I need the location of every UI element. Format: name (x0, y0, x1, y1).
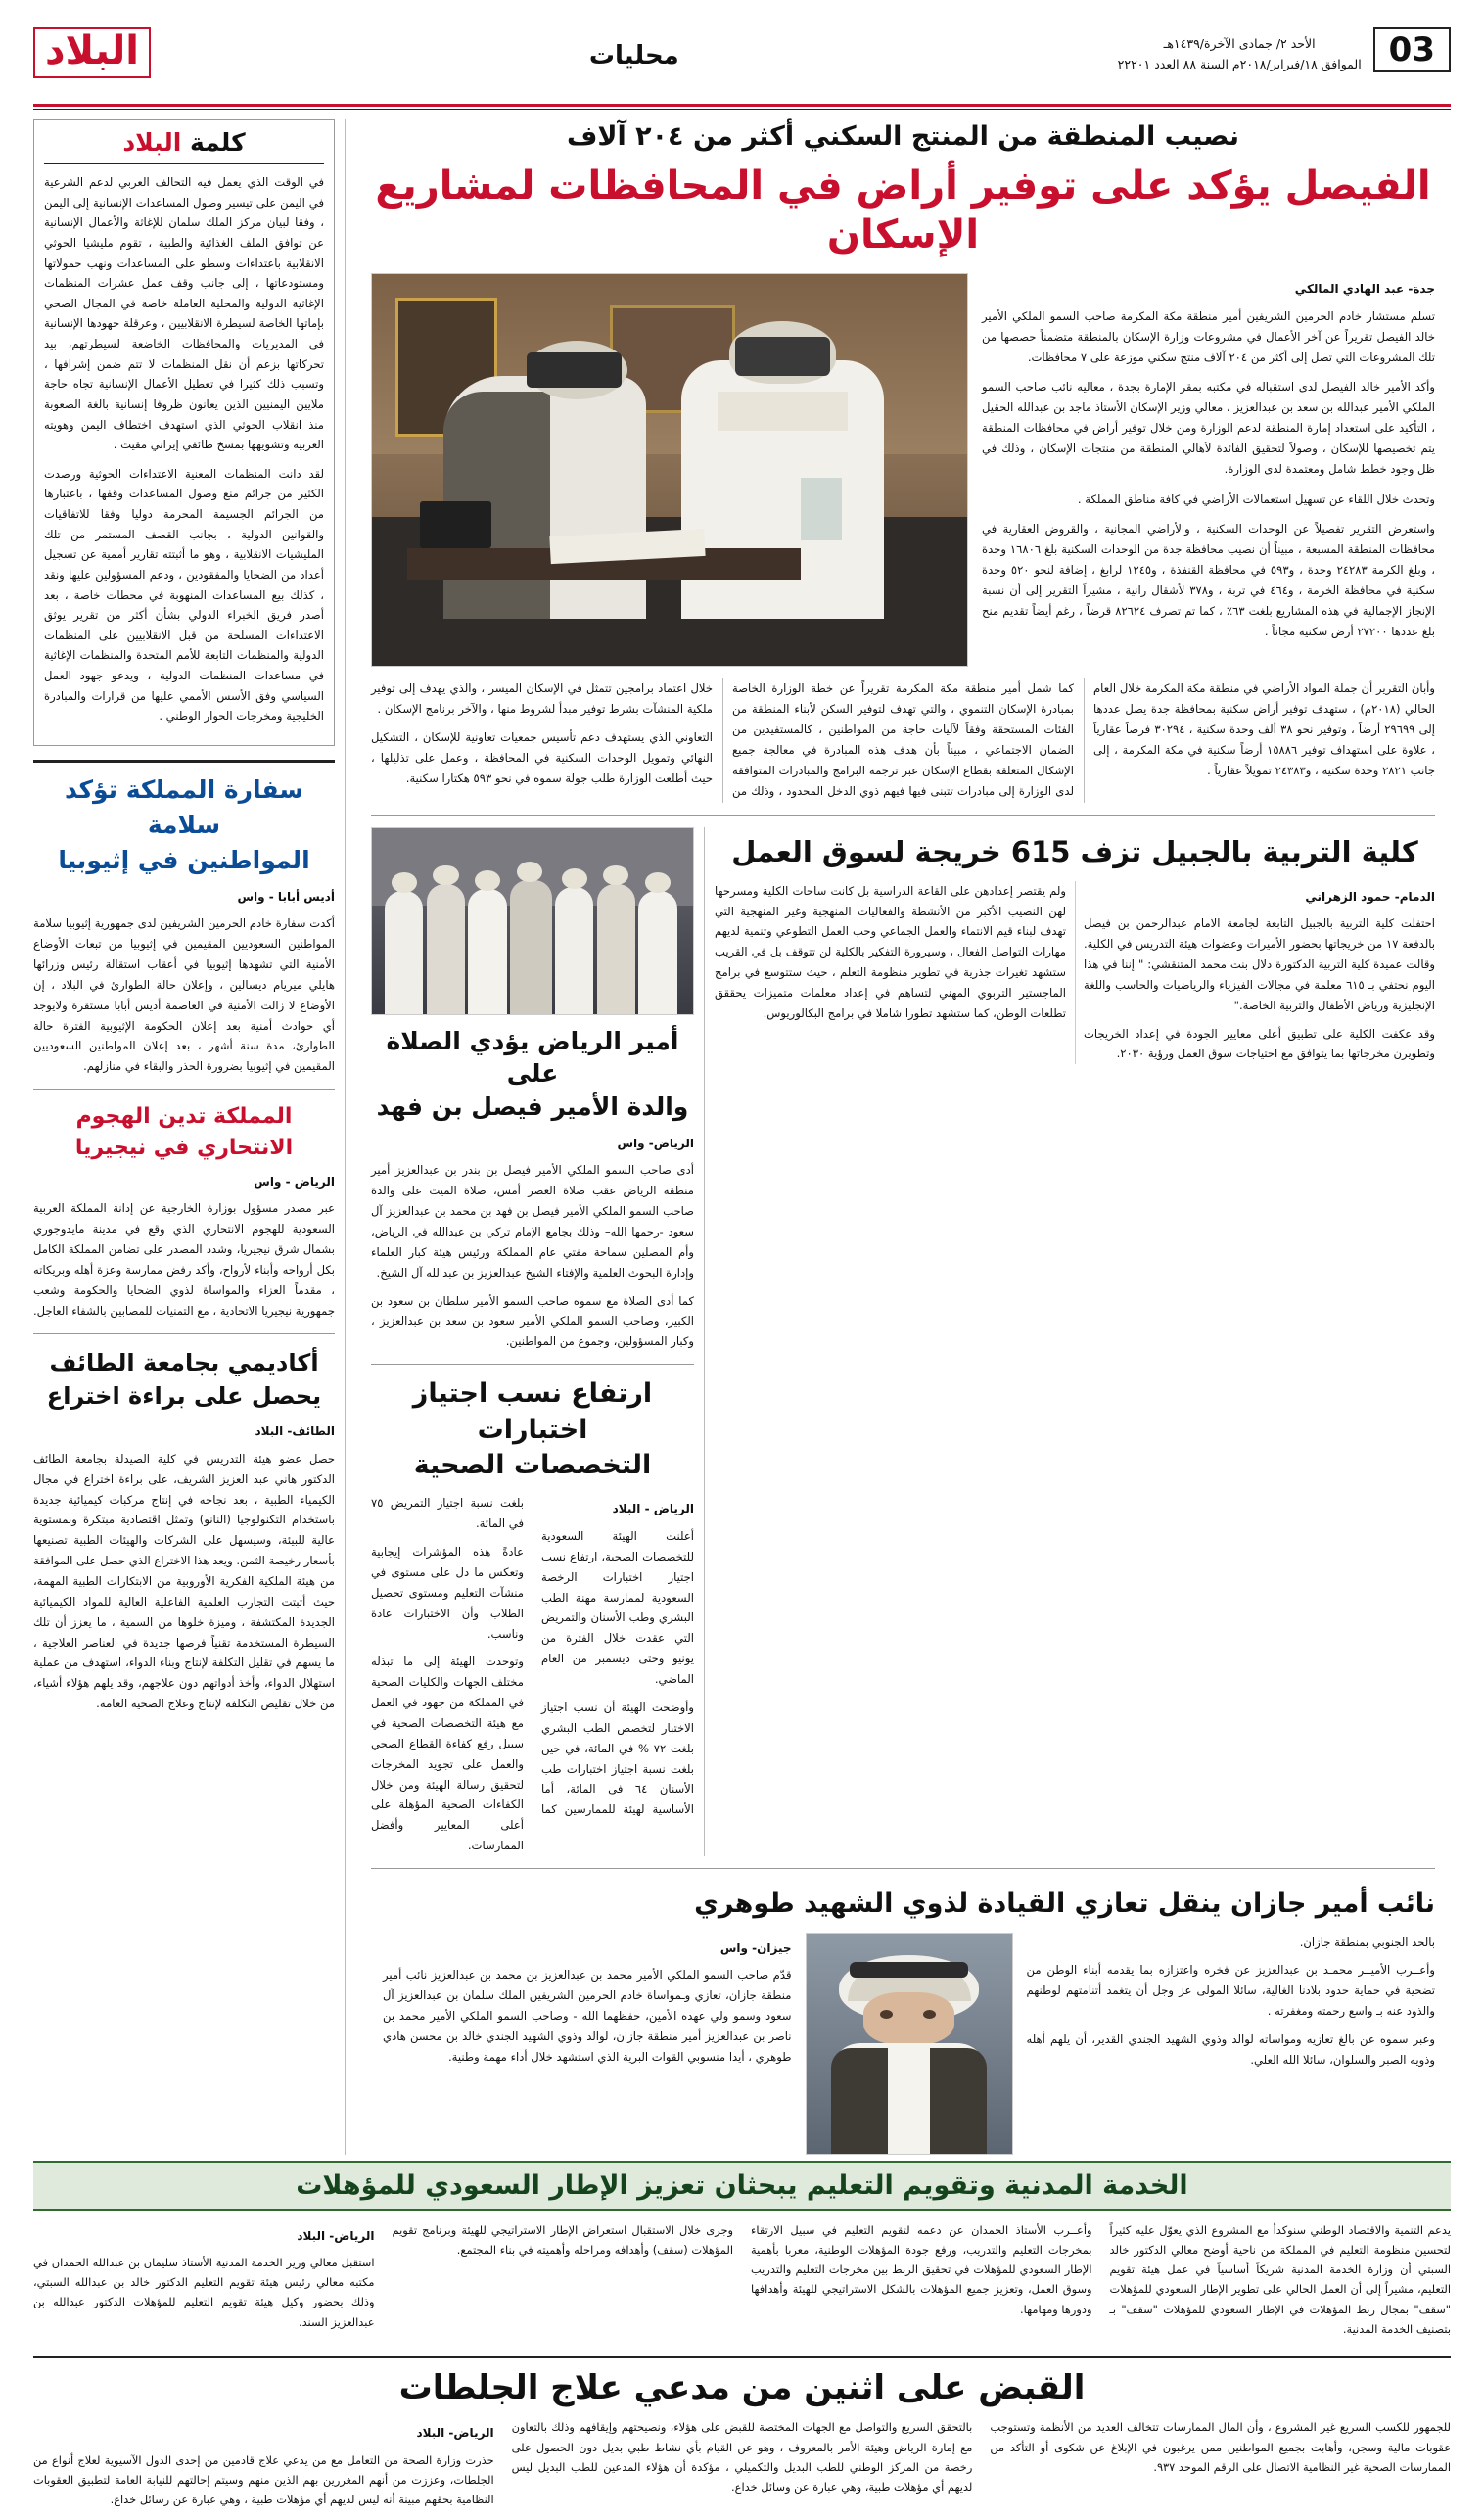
riyadh-prayer-p2: كما أدى الصلاة مع سموه صاحب السمو الأمير سلطان بن سعود بن الكبير، وصاحب السمو الملكي الأمير سعود بن سعد بن عبدالعزيز ، وكبار المسؤولين، وجموع من المواطنين. (371, 1293, 694, 1349)
education-dateline: الرياض- البلاد (297, 2228, 375, 2243)
arrest-col2 (512, 2417, 973, 2517)
lead-p6: كما شمل أمير منطقة مكة المكرمة تقريراً عن خطة الوزارة الخاصة بمبادرة الإسكان التنموي ، والتي تهدف لتوفير السكن لأبناء المنطقة من الفئات المستحقة وفقاً لآليات حاجة من المواطنين ، كالمستفيدين من الضمان الاجتماعي ، مبيناً بأن هدف هذه المبادرة في معالجة جميع الإشكال المتعلقة بقطاع الإسكان عبر ترجمة البرامج والمبادرات المتوافقة لدى الوزارة إلى مبادرات تتبنى فيها فيهم ذوي الدخل المحدود ، وذلك من خلال اعتماد برامجين تتمثل في الإسكان الميسر ، والذي يهدف إلى توفير ملكية المنشآت بشرط توفير مبدأ لشروط منها ، والآخر برنامج الإسكان . (371, 681, 1074, 799)
lead-continuation (371, 678, 1435, 803)
education-col4 (1110, 2220, 1452, 2348)
jazan-p3: وأعــرب الأميــر محمـد بن عبدالعزيز عن فخره واعتزازه بما يقدمه أبناء الوطن من تضحية في حماية حدود بلادنا الغالية، سائلا المولى عز وجل أن يتغمد أتنامتهم لوطنهم والذود عنه بـ واسع رحمته ومغفرته . (1026, 1963, 1435, 2019)
jazan-left (371, 1881, 1435, 2154)
divider-vertical-main (345, 119, 346, 2155)
education-col3 (751, 2220, 1092, 2348)
issue-date (1118, 27, 1362, 75)
health-exams-headline-line1: ارتفاع نسب اجتياز اختبارات (412, 1378, 653, 1445)
patent-headline-line2: يحصل على براءة اختراع (46, 1382, 322, 1411)
story-jazan (371, 1881, 1435, 2154)
nigeria-dateline: الرياض - واس (254, 1174, 335, 1189)
group-photo (371, 827, 694, 1015)
health-exams-p1: أعلنت الهيئة السعودية للتخصصات الصحية، ارتفاع نسب اجتياز اختبارات الرخصة السعودية لممارسة مهنة الطب البشري وطب الأسنان والتمريض التي عقدت خلال الفترة من يونيو وحتى ديسمبر من العام الماضي. (541, 1529, 694, 1687)
arrest-story (33, 2417, 1451, 2517)
ethiopia-dateline: أديس أبابا - واس (237, 889, 335, 904)
health-exams-p4: وتوحدت الهيئة إلى ما تبذله مختلف الجهات والكليات الصحية في المملكة من جهود في العمل مع هيئة التخصصات الصحية في سبيل رفع كفاءة القطاع الصحي والعمل على تجويد المخرجات لتحقيق رسالة الهيئة ومن خلال الكفاءات الصحية المؤهلة على أعلى المعايير وأفضل الممارسات. (371, 1655, 524, 1853)
riyadh-prayer-headline-line1: أمير الرياض يؤدي الصلاة على (386, 1026, 679, 1089)
nigeria-p1: عبر مصدر مسؤول بوزارة الخارجية عن إدانة المملكة العربية السعودية للهجوم الانتحاري الذي وقع في مدينة مايدوجوري بشمال شرق نيجيريا، وشدد المصدر على تضامن المملكة الكامل بكل أرواحه وأبناء لأرواح، وأكد رفض ممارسة وعزة أهله وبريكاته ، مقدماً العزاء والمواساة لذوي الضحايا والحكومة وشعب جمهورية نيجيريا الاتحادية ، مع التمنيات للمصابين بالشفاء العاجل. (33, 1201, 335, 1318)
arrest-col3 (990, 2417, 1451, 2517)
patent-headline-line1: أكاديمي بجامعة الطائف (49, 1348, 319, 1376)
patent-body (33, 1422, 335, 1714)
divider-right-1 (33, 760, 335, 763)
lead-p7: التعاوني الذي يستهدف دعم تأسيس جمعيات تعاونية للإسكان ، التشكيل النهائي وتمويل الوحدات السكنية في المحافظة ، وعمل على تذليلها ، حيث أطلعت الوزارة طلب جولة سموه في نحو ٥٩٣ هكتارا سكنية. (371, 730, 713, 786)
lead-p5: وأبان التقرير أن جملة المواد الأراضي في منطقة مكة المكرمة خلال العام الحالي (٢٠١٨م) ، ستهدف توفير أراض سكنية بمحافظة جدة يصل عددها إلى ٢٩٦٩٩ أرضاً ، وتوفير نحو ٣٨ ألف وحدة سكنية ، ٣٠٢٩٤ فرصاً عقارياً ، علاوة على استهداف توفير ١٥٨٨٦ أرضاً سكنية في مكة المكرمة ، إلى جانب ٢٨٢١ وحدة سكنية ، و٢٤٣٨٣ تمويلاً عقارياً . (1093, 681, 1436, 778)
patent-p1: حصل عضو هيئة التدريس في كلية الصيدلة بجامعة الطائف الدكتور هاني عبد العزيز الشريف، على براءة اختراع في مجال الكيمياء الطبية ، بعد نجاحه في إنتاج مركبات كيميائية جديدة باستخدام التكنولوجيا (النانو) وتمثل اقتصادية مبتكرة وبمستوية عالية للبيئة، وسيسهل على الشركات والهيئات الطبية تصنيعها بأسعار رخيصة الثمن. ويعد هذا الاختراع الذي حصل على الموافقة من هيئة الملكية الفكرية الأوروبية من الابتكارات الطبية المهمة، حيث أثبتت التجارب العلمية الفاعلية العالية للمواد الكيميائية الجديدة المكتشفة ، وميزة خلوها من السمية ، ما يعزز أن تلك السيطرة المستخدمة تقنياً فرصها جديدة في العناصر العلاجية ، ما يسهم في تقليل التكلفة لإنتاج وبناء الدواء، استهدف من عملية استهلال الدواء، وأخذ أدواتهم دون علاجهم، وقد يلهم هؤلاء أشياء، من خلال تقليص التكلفة لإنتاج وعلاج الصحية العامة. (33, 1451, 335, 1711)
divider-2 (371, 1364, 694, 1365)
jazan-p1: قدّم صاحب السمو الملكي الأمير محمد بن عبدالعزيز بن محمد بن عبدالعزيز نائب أمير منطقة جازان، تعازي وـمواساة خادم الحرمين الشريفين الملك سلمان بن عبدالعزيز آل سعود وسمو ولي عهده الأمين، حفظهما الله - وصاحب السمو الملكي الأمير محمد بن ناصر بن عبدالعزيز أمير منطقة جازان، لوالد وذوي الشهيد الجندي خالد بن محسن هادي طوهري ، أيدا منسوبي القوات البرية الذي استشهد خلال أداء مهمة وطنية. (383, 1968, 792, 2064)
ethiopia-body (33, 887, 335, 1077)
lead-story-text (982, 273, 1435, 651)
jazan-headline: نائب أمير جازان ينقل تعازي القيادة لذوي الشهيد طوهري (694, 1888, 1435, 1920)
education-col1 (33, 2220, 375, 2348)
mid-row (371, 827, 1435, 1857)
divider-right-3 (33, 1333, 335, 1334)
arrest-p3: للجمهور للكسب السريع غير المشروع ، وأن المال الممارسات تتخالف العديد من الأنظمة وتستوجب عقوبات مالية وسجن، وأهابت بجميع المواطنين ممن يرغبون في الإبلاغ عن شكوى أو التأكد من الممارسات الصحية غير النظامية الاتصال على الرقم الموحد ٩٣٧. (990, 2420, 1451, 2474)
jubail-body (715, 881, 1435, 1065)
riyadh-prayer-headline (371, 1025, 694, 1124)
health-exams-headline-line2: التخصصات الصحية (413, 1450, 652, 1481)
issue-date-greg: الموافق ١٨/فبراير/٢٠١٨م السنة ٨٨ العدد ٢٢٢٠١ (1117, 57, 1362, 72)
kalima-heading-brand: البلاد (122, 128, 182, 157)
jazan-p2: بالحد الجنوبي بمنطقة جازان. (1299, 1935, 1435, 1949)
health-exams-headline (371, 1376, 694, 1483)
masthead (33, 27, 1451, 100)
divider-right-2 (33, 1089, 335, 1090)
story-jubail (715, 827, 1435, 1857)
education-p4: يدعم التنمية والاقتصاد الوطني سنوكدأ مع المشروع الذي يعوّل عليه كثيراً لتحسين منظومة التعليم في المملكة من ناحية أوضح معالي الدكتور خالد السبتي أن وزارة الخدمة المدنية شريكاً أساسياً في عمل هيئة تقويم التعليم، مشيراً إلى أن العمل الحالي على تطوير الإطار السعودي للمؤهلات "سقف" بمجال ربط المؤهلات في الإطار السعودي للمؤهلات "سقف" بـ بتصنيف الخدمة المدنية. (1109, 2222, 1451, 2336)
masthead-issue (1118, 27, 1451, 75)
story-nigeria (33, 1101, 335, 1322)
lead-headline: الفيصل يؤكد على توفير أراض في المحافظات لمشاريع الإسكان (375, 163, 1431, 257)
lead-p1: تسلم مستشار خادم الحرمين الشريفين أمير منطقة مكة المكرمة صاحب السمو الملكي الأمير خالد الفيصل تقريراً عن آخر الأعمال في مشروعات وزارة الإسكان بالمنطقة متضمناً حصصها من تلك المشروعات التي تصل إلى أكثر من ٢٠٤ آلاف منتج سكني موزعة على ٧ محافظات. (982, 308, 1435, 365)
health-exams-dateline: الرياض - البلاد (612, 1502, 694, 1516)
jazan-dateline: جيزان- واس (719, 1940, 792, 1955)
lead-p2: وأكد الأمير خالد الفيصل لدى استقباله في مكتبه بمقر الإمارة بجدة ، معاليه نائب صاحب السمو الملكي الأمير عبدالله بن سعد بن عبدالعزيز ، معالي وزير الإسكان الأستاذ ماجد بن عبدالله الحقيل ، التأكيد على استعداد إمارة المنطقة لدعم الوزارة ومن خلال توفير أراض في محافظات المنطقة يتم تخصيصها للإسكان ، وصولاً لتحقيق الفائدة لأهالي المنطقة من منتجات الإسكان ، وذلك في ظل وجود خطط شامل ومعتمدة لدى الوزارة. (982, 380, 1435, 477)
education-story (33, 2220, 1451, 2348)
page-columns (33, 119, 1451, 2155)
riyadh-prayer-dateline: الرياض- واس (617, 1136, 694, 1150)
issue-date-hijri: الأحد ٢/ جمادى الآخرة/١٤٣٩هـ (1163, 36, 1316, 51)
lead-p3: وتحدث خلال اللقاء عن تسهيل استعمالات الأراضي في كافة مناطق المملكة . (1077, 491, 1435, 506)
kalima-body (44, 172, 324, 726)
page-number: 03 (1373, 27, 1451, 72)
jazan-p4: وعبر سموه عن بالغ تعازيه ومواساته لوالد وذوي الشهيد الجندي القدير، أن يلهم أهله وذويه الصبر والسلوان، سائلا الله العلي. (1026, 2031, 1435, 2067)
riyadh-prayer-p1: أدى صاحب السمو الملكي الأمير فيصل بن بندر بن عبدالعزيز أمير منطقة الرياض عقب صلاة العصر أمس، صلاة الميت على والدة صاحب السمو الملكي الأمير فيصل بن فهد بن محمد بن عبدالعزيز آل سعود -رحمها الله– وذلك بجامع الإمام تركي بن عبدالله في الرياض، وأم المصلين سماحة مفتي عام المملكة ورئيس هيئة كبار العلماء وإدارة البحوث العلمية والإفتاء الشيخ عبدالعزيز بن عبدالله آل الشيخ. (371, 1163, 694, 1280)
jazan-portrait (806, 1933, 1013, 2155)
divider-1 (371, 815, 1435, 816)
arrest-headline: القبض على اثنين من مدعي علاج الجلطات (398, 2368, 1086, 2408)
education-p2: وجرى خلال الاستقبال استعراض الإطار الاستراتيجي للهيئة وبرنامج تقويم المؤهلات (سقف) وأهدافه ومراحله وأهميته في بناء المجتمع. (392, 2222, 733, 2257)
divider-3 (371, 1868, 1435, 1869)
story-patent (33, 1346, 335, 1714)
lead-kicker: نصيب المنطقة من المنتج السكني أكثر من ٢٠٤ آلاف (566, 121, 1240, 152)
masthead-rule-red (33, 104, 1451, 107)
riyadh-prayer-headline-line2: والدة الأمير فيصل بن فهد (376, 1093, 689, 1122)
ethiopia-p1: أكدت سفارة خادم الحرمين الشريفين لدى جمهورية إثيوبيا سلامة المواطنين السعوديين المقيمين في إثيوبيا من تبعات الأوضاع الأمنية التي تشهدها إثيوبيا في أعقاب استقالة رئيس وزرائها هايلي ميريام ديسالين ، وإعلان حالة الطوارئ في البلاد ، إن الأوضاع لا زالت الأمنية في العاصمة أديس أبابا مستقرة ولايوجد أي حوادث أمنية بعد إعلان الحكومة الإثيوبية الفترة حالة الطوارئ، مدة سنة أشهر ، بعد إعلان المواطنين السعوديين المقيمين في إثيوبيا بضرورة الحذر والبقاء في منازلهم. (33, 916, 335, 1074)
ethiopia-headline (33, 772, 335, 879)
divider-vertical-1 (704, 827, 705, 1857)
kalima-p2: لقد دانت المنظمات المعنية الاعتداءات الحوثية ورصدت الكثير من جرائم منع وصول المساعدات وقفها ، باعتبارها من الجرائم الجسيمة المحرمة دوليا وفقا للاتفاقيات والقوانين الدولية ، بجانب القصف المستمر من تلك المليشيات الانقلابية ، وهو ما أثبتته تقارير أممية عن تسجيل أعداد من الضحايا والمفقودين ، ودعم المسؤولين عليها ونقد ، كذلك بيع المساعدات المنهوبة في محطات خاصة ، بعد أصدر فريق الخبراء الدولي بشأن أكثر من تقرير يوثق الاعتداءات المسلحة من قبل الانقلابيين على المنظمات الدولية والمنظمات التابعة للأمم المتحدة والمنظمات الإغاثية في مساعدات المنظمات الدولية ، ويدعو جهود العمل السياسي وفق الأسس الأممي عليها من قرارات والمبادرة الخليجية ومخرجات الحوار الوطني . (44, 466, 324, 723)
ethiopia-headline-line1: سفارة المملكة تؤكد سلامة (65, 774, 303, 840)
story-riyadh-prayer (371, 827, 694, 1857)
right-column (33, 119, 335, 2155)
jubail-headline: كلية التربية بالجبيل تزف 615 خريجة لسوق العمل (731, 834, 1418, 868)
patent-dateline: الطائف- البلاد (255, 1424, 335, 1439)
kalima-box (33, 119, 335, 746)
nigeria-headline: المملكة تدين الهجوم الانتحاري في نيجيريا (74, 1104, 294, 1160)
jubail-p1: احتفلت كلية التربية بالجبيل التابعة لجامعة الامام عبدالرحمن بن فيصل بالدفعة ١٧ من خريجاتها بحضور الأميرات وعضوات هيئة التدريس في الكلية. وقالت عميدة كلية التربية الدكتورة دلال بنت محمد المتنقشي: " إننا في هذا اليوم نحتفي بـ ٦١٥ معلمة في مجالات الفيزياء والرياضيات والحاسب واللغة الإنجليزية ورياض الأطفال والتربية الخاصة." (1084, 916, 1435, 1012)
nigeria-body (33, 1172, 335, 1322)
arrest-p1: حذرت وزارة الصحة من التعامل مع من يدعي علاج قادمين من إحدى الدول الآسيوية لعلاج أنواع من الجلطات، وعززت من أنهم المغررين بهم الذين منهم وسيتم إحالتهم للنيابة العامة لتطبيق العقوبات النظامية بحقهم مبينة أنه ليس لديهم أي مؤهلات طبية ، وهي عبارة عن رسائل خداع. (32, 2452, 494, 2507)
kalima-p1: في الوقت الذي يعمل فيه التحالف العربي لدعم الشرعية في اليمن على تيسير وصول المساعدات الإنسانية إلى اليمن ، وفقا لبيان مركز الملك سلمان للإغاثة والأعمال الإنسانية عن توافق الملف الغذائية والطبية ، تقوم مليشيا الحوثي الانقلابية باعتداءات وسطو على المساعدات ونهب حمولاتها ومستودعاتها ، إلى جانب وقف عمل عشرات المنظمات الإغاثية الدولية والمحلية العاملة خاصة في المجال الصحي بإماتها الخاصة لسيطرة الانقلابيين ، وعرقلة جهودها الإنسانية في المديريات والمحافظات الخاضعة لسيطرتهم، بيد تحركاتها بزعم أن نقل المنظمات لا تتم ضمن إشرافها ، وتسبب ذلك كثيرا في تعطيل الأعمال الإنسانية تجاه حاجة ملايين اليمنيين الذين يعانون ظروفا إنسانية بالغة الصعوبة منذ انقلاب الحوثي الذي استهدف اختطاف اليمن وهويته العربية وتشويهها بمسخ طائفي إيراني مقيت . (44, 175, 324, 452)
masthead-logo (33, 27, 151, 78)
education-p3: وأعــرب الأستاذ الحمدان عن دعمه لتقويم التعليم في سبيل الارتقاء بمخرجات التعليم والتدريب، ورفع جودة المؤهلات الوطنية، معربا بأهمية الإطار السعودي للمؤهلات في تحقيق الربط بين مخرجات التعليم والتدريب وسوق العمل، وتعزيز جميع المؤهلات بالشكل الاستراتيجي للهيئة وأهدافها ودورها ومهامها. (751, 2222, 1092, 2316)
arrest-p2: بالتحقق السريع والتواصل مع الجهات المختصة للقبض على هؤلاء، ونصيحتهم وإيقافهم وذلك بالتعاون مع إمارة الرياض وهيئة الأمر بالمعروف ، وهو عن القيام بأي نشاط طبي بديل دون الحصول على رخصة من المركز الوطني للطب البديل والتكميلي ، مؤكدة أن هؤلاء المدعين للطب البديل ليس لديهم أي مؤهلات طبية، وهي عبارة عن وسائل خداع. (511, 2420, 973, 2495)
jazan-content (383, 1933, 1435, 2155)
divider-bottom-1 (33, 2356, 1451, 2358)
health-exams-p2: وأوضحت الهيئة أن نسب اجتياز الاختبار لتخصص الطب البشري بلغت ٧٢ % في المائة، في حين بلغت نسبة اجتياز اختبارات طب الأسنان ٦٤ في المائة، أما الأساسية لهيئة للممارسين كما بلغت نسبة اجتياز التمريض ٧٥ في المائة. (371, 1496, 694, 1817)
kalima-heading-main: كلمة (190, 128, 246, 157)
ethiopia-headline-line2: المواطنين في إثيوبيا (58, 846, 310, 875)
masthead-rule-black (33, 109, 1451, 110)
arrest-col1 (33, 2417, 494, 2517)
health-exams-body (371, 1493, 694, 1856)
main-column (355, 119, 1451, 2155)
jubail-p2: وقد عكفت الكلية على تطبيق أعلى معايير الجودة في إعداد الخريجات وتطويرن مخرجاتها بما يتوافق مع احتياجات سوق العمل ورؤية ٢٠٣٠. (1084, 1026, 1435, 1061)
jazan-col1 (1027, 1933, 1436, 2078)
section-title: محليات (588, 41, 679, 70)
jubail-p3: ولم يقتصر إعدادهن على القاعة الدراسية بل كانت ساحات الكلية ومسرحها لهن النصيب الأكبر من الأنشطة والفعاليات المنهجية وغير المنهجية التي تهدف لبناء قيم الانتماء والعمل الجماعي وحب العمل التطوعي وتنمية لديهم مهارات التواصل الفعال ، وسيرورة التفكير بالكلية لن تتوقف بل في القريب ستشهد تغيرات جذرية في تطوير منظومة التعلم ، حيث ستتوسع في برامج الماجستير التربوي المهني لتساهم في إعداد معلمات متميزات يحققق تطلعات الوطن، كما ستشهد تطورا شاملا في برامج البكالوريوس. (715, 883, 1066, 1020)
kalima-heading (44, 128, 324, 164)
lead-p4: واستعرض التقرير تفصيلاً عن الوحدات السكنية ، والأراضي المجانية ، والقروض العقارية في محافظات المنطقة المسبعة ، مبيناً أن نصيب محافظة جدة من الوحدات السكنية بلغ ١٦٨٠٦ وحدة ، وبلغ الكرمة ٢٤٢٨٣ وحدة ، و٥٩٣ في محافظة القنفذة ، و١٢٤٥ لرابغ ، إضافة لنحو ٥٢٠ وحدة سكنية في محافظة الخرمة ، و٤٦٤ في تربة ، و٣٧٨ لأشقال رانية ، مشيراً التقرير إلى أن نسبة الإنجاز الإجمالية في هذه المشاريع بلغت ٦٣٪ ، كما تم تصرف ٨٢٦٢٤ قرضاً ، رغم أيضاً تقديم منح بلغ عددها ٢٧٢٠٠ أرض سكنية مجاناً . (982, 521, 1435, 639)
logo-box (33, 27, 151, 78)
education-p1: استقبل معالي وزير الخدمة المدنية الأستاذ سليمان بن عبدالله الحمدان في مكتبه معالي رئيس هيئة تقويم التعليم الدكتور خالد بن عبدالله السبتي، وذلك بحضور وكيل هيئة تقويم التعليم للمؤهلات الدكتور عبدالله بن عبدالعزيز السند. (33, 2255, 375, 2329)
patent-headline (33, 1346, 335, 1415)
jubail-dateline: الدمام- حمود الزهراني (1305, 889, 1435, 904)
education-col2 (393, 2220, 734, 2348)
lead-story (371, 273, 1435, 667)
education-banner-headline: الخدمة المدنية وتقويم التعليم يبحثان تعزيز الإطار السعودي للمؤهلات (33, 2161, 1451, 2211)
jazan-col2 (383, 1933, 792, 2075)
riyadh-prayer-body (371, 1134, 694, 1352)
lead-photo (371, 273, 968, 667)
story-ethiopia (33, 772, 335, 1077)
brand-logo: البلاد (45, 28, 139, 73)
health-exams-p3: عادةً هذه المؤشرات إيجابية وتعكس ما دل على مستوى في منشآت التعليم ومستوى تحصيل الطلاب وأن الاختبارات عادة وناسب. (371, 1545, 524, 1641)
arrest-dateline: الرياض- البلاد (416, 2426, 494, 2441)
lead-dateline: جدة- عبد الهادي المالكي (1294, 282, 1435, 296)
